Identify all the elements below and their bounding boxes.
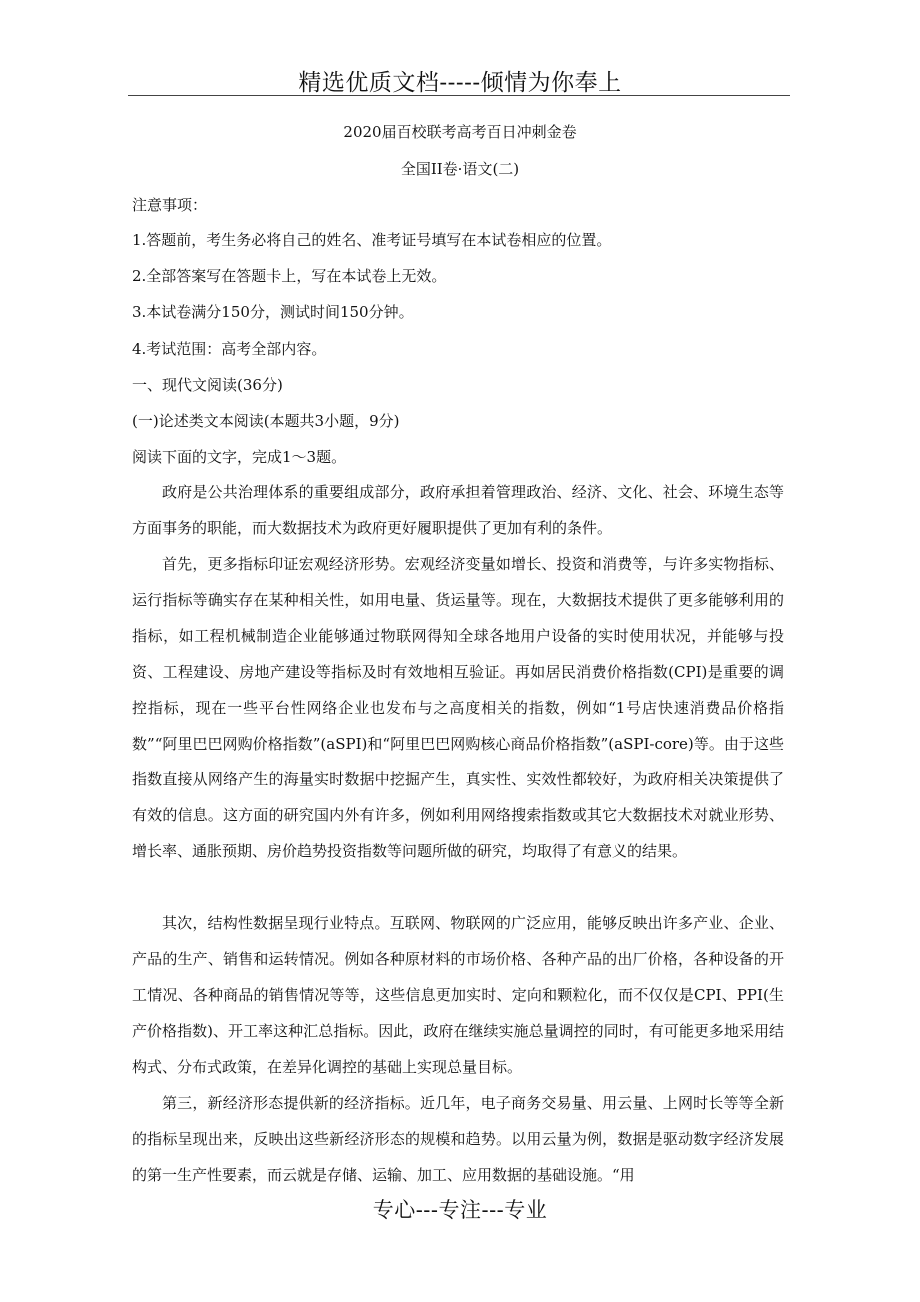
body-paragraph: 其次，结构性数据呈现行业特点。互联网、物联网的广泛应用，能够反映出许多产业、企业、产品的生产、销售和运转情况。例如各种原材料的市场价格、各种产品的出厂价格，各种设备的开工情况、各种商品的销售情况等等，这些信息更加实时、定向和颗粒化，而不仅仅是CPI、PPI(生产价格指数)、开工率这种汇总指标。因此，政府在继续实施总量调控的同时，有可能更多地采用结构式、分布式政策，在差异化调控的基础上实现总量目标。: [132, 914, 784, 1076]
notice-item: 4.考试范围：高考全部内容。: [132, 340, 327, 358]
exam-title: 2020届百校联考高考百日冲刺金卷: [343, 123, 577, 141]
exam-subtitle: 全国II卷·语文(二): [400, 160, 520, 178]
page-footer: 专心---专注---专业: [372, 1198, 548, 1222]
body-paragraph: 政府是公共治理体系的重要组成部分，政府承担着管理政治、经济、文化、社会、环境生态等方面事务的职能，而大数据技术为政府更好履职提供了更加有利的条件。: [132, 483, 784, 537]
reading-instruction: 阅读下面的文字，完成1～3题。: [132, 448, 347, 466]
header-divider: [128, 95, 790, 96]
notice-item: 3.本试卷满分150分，测试时间150分钟。: [132, 303, 414, 321]
notice-item: 1.答题前，考生务必将自己的姓名、准考证号填写在本试卷相应的位置。: [132, 231, 612, 249]
notice-heading: 注意事项：: [132, 196, 208, 214]
body-paragraph: 第三，新经济形态提供新的经济指标。近几年，电子商务交易量、用云量、上网时长等等全新的指标呈现出来，反映出这些新经济形态的规模和趋势。以用云量为例，数据是驱动数字经济发展的第一生产性要素，而云就是存储、运输、加工、应用数据的基础设施。“用: [132, 1094, 784, 1184]
section-heading: 一、现代文阅读(36分): [132, 376, 283, 394]
page-header: 精选优质文档-----倾情为你奉上: [298, 70, 622, 96]
notice-item: 2.全部答案写在答题卡上，写在本试卷上无效。: [132, 267, 447, 285]
body-paragraph: 首先，更多指标印证宏观经济形势。宏观经济变量如增长、投资和消费等，与许多实物指标、运行指标等确实存在某种相关性，如用电量、货运量等。现在，大数据技术提供了更多能够利用的指标，如工程机械制造企业能够通过物联网得知全球各地用户设备的实时使用状况，并能够与投资、工程建设、房地产建设等指标及时有效地相互验证。再如居民消费价格指数(CPI)是重要的调控指标，现在一些平台性网络企业也发布与之高度相关的指数，例如“1号店快速消费品价格指数”“阿里巴巴网购价格指数”(aSPI)和“阿里巴巴网购核心商品价格指数”(aSPI-core)等。由于这些指数直接从网络产生的海量实时数据中挖掘产生，真实性、实效性都较好，为政府相关决策提供了有效的信息。这方面的研究国内外有许多，例如利用网络搜索指数或其它大数据技术对就业形势、增长率、通胀预期、房价趋势投资指数等问题所做的研究，均取得了有意义的结果。: [132, 555, 784, 861]
subsection-heading: (一)论述类文本阅读(本题共3小题，9分): [132, 412, 400, 430]
